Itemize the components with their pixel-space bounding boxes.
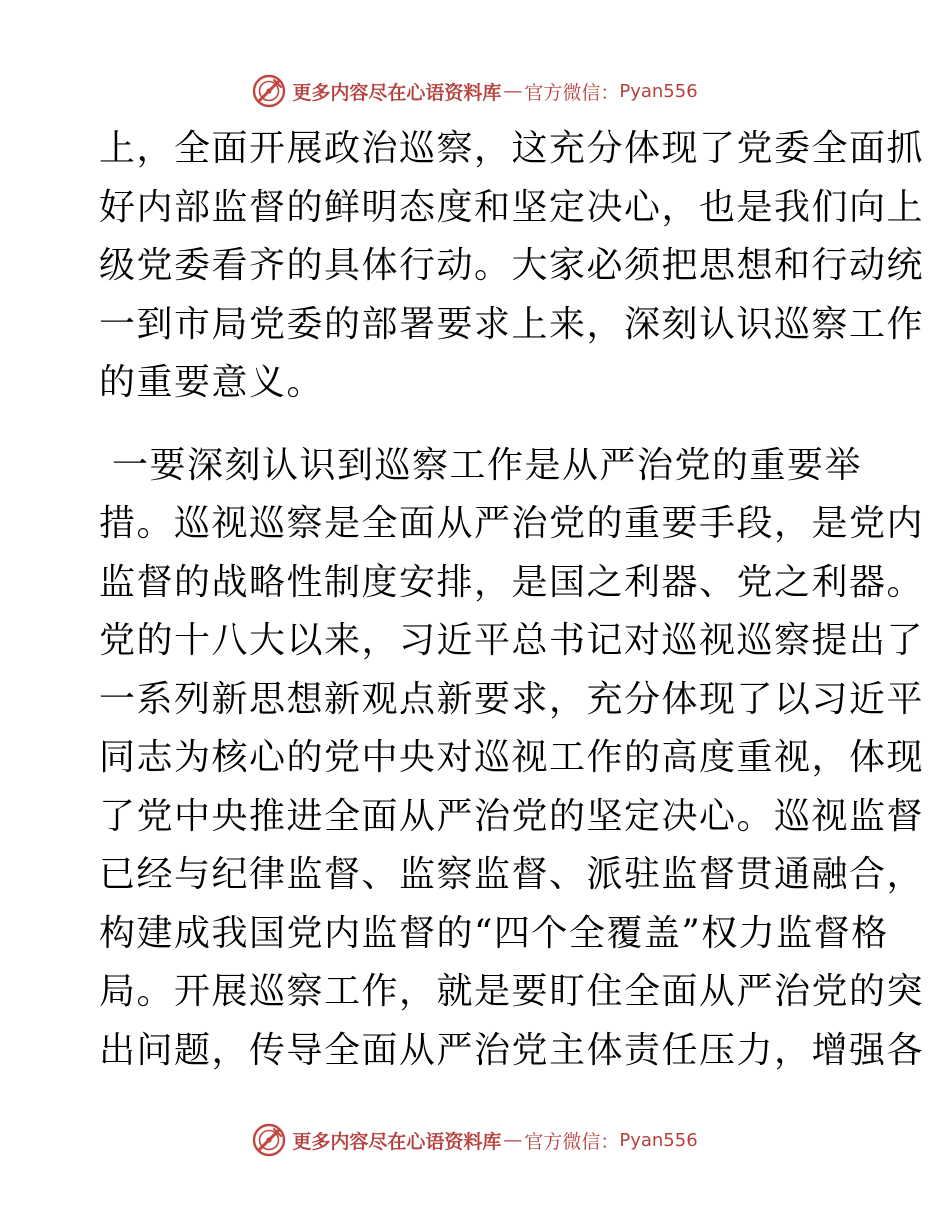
paragraph-2	[99, 437, 925, 1081]
watermark-brand: 更多内容尽在心语资料库	[292, 81, 502, 104]
text-line: 出问题，传导全面从严治党主体责任压力，增强各	[99, 1029, 925, 1071]
watermark-brand: 更多内容尽在心语资料库	[292, 1130, 502, 1153]
text-line: 一系列新思想新观点新要求，充分体现了以习近平	[99, 678, 925, 720]
text-line: 措。巡视巡察是全面从严治党的重要手段，是党内	[99, 503, 925, 544]
text-line: 监督的战略性制度安排，是国之利器、党之利器。	[99, 561, 925, 603]
paragraph-1	[99, 120, 925, 413]
text-line: 构建成我国党内监督的“四个全覆盖”权力监督格	[99, 912, 889, 954]
footer-watermark	[0, 1120, 950, 1160]
watermark-dash: —	[503, 1129, 523, 1151]
watermark-wechat-label: 官方微信：	[524, 1130, 620, 1153]
text-line: 好内部监督的鲜明态度和坚定决心，也是我们向上	[99, 186, 925, 228]
text-line: 级党委看齐的具体行动。大家必须把思想和行动统	[99, 245, 925, 286]
text-line: 已经与纪律监督、监察监督、派驻监督贯通融合，	[99, 854, 925, 895]
text-line: 党的十八大以来，习近平总书记对巡视巡察提出了	[99, 620, 925, 661]
watermark-wechat-id: Pyan556	[619, 80, 698, 102]
text-line: 一到市局党委的部署要求上来，深刻认识巡察工作	[99, 303, 925, 345]
brand-logo-icon	[252, 1123, 286, 1157]
text-line: 上，全面开展政治巡察，这充分体现了党委全面抓	[99, 128, 925, 169]
watermark-wechat-id: Pyan556	[619, 1129, 698, 1151]
text-line: 了党中央推进全面从严治党的坚定决心。巡视监督	[99, 795, 925, 837]
text-line: 同志为核心的党中央对巡视工作的高度重视，体现	[99, 737, 925, 778]
text-line: 的重要意义。	[99, 362, 325, 403]
watermark-dash: —	[503, 80, 523, 102]
text-line: 局。开展巡察工作，就是要盯住全面从严治党的突	[99, 971, 925, 1012]
brand-logo-icon	[252, 74, 286, 108]
text-line: 一要深刻认识到巡察工作是从严治党的重要举	[99, 444, 862, 486]
watermark-wechat-label: 官方微信：	[524, 81, 620, 104]
body-text	[99, 120, 925, 1080]
header-watermark	[0, 71, 950, 111]
